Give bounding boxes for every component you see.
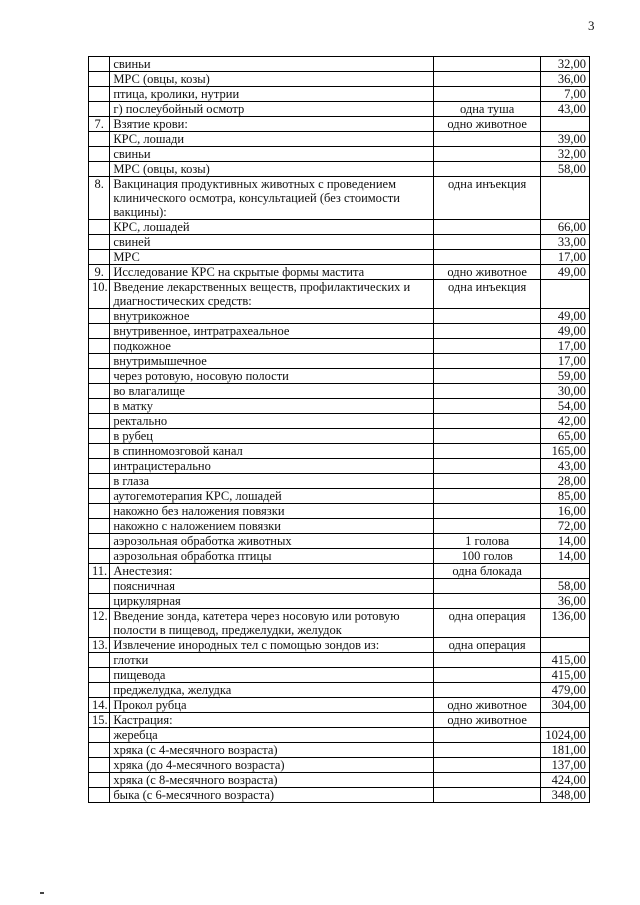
table-row: [89, 594, 590, 609]
row-number: 9.: [89, 265, 110, 280]
service-price: 32,00: [540, 147, 589, 162]
unit-of-measure: [434, 668, 541, 683]
service-name: Анестезия:: [110, 564, 434, 579]
service-name: в рубец: [110, 429, 434, 444]
scan-mark: [40, 892, 44, 894]
row-number: [89, 459, 110, 474]
service-price: 348,00: [540, 788, 589, 803]
row-number: [89, 309, 110, 324]
service-name: Введение зонда, катетера через носовую или ротовую полости в пищевод, преджелудки, желудок: [110, 609, 434, 638]
unit-of-measure: [434, 162, 541, 177]
service-price: 58,00: [540, 162, 589, 177]
table-row: [89, 414, 590, 429]
table-row: [89, 57, 590, 72]
table-row: [89, 87, 590, 102]
unit-of-measure: [434, 309, 541, 324]
service-name: быка (с 6-месячного возраста): [110, 788, 434, 803]
table-row: [89, 265, 590, 280]
table-row: [89, 117, 590, 132]
row-number: [89, 132, 110, 147]
table-row: [89, 309, 590, 324]
table-row: [89, 564, 590, 579]
unit-of-measure: [434, 504, 541, 519]
service-name: свиней: [110, 235, 434, 250]
table-row: [89, 489, 590, 504]
table-row: [89, 177, 590, 220]
row-number: [89, 102, 110, 117]
service-name: глотки: [110, 653, 434, 668]
unit-of-measure: [434, 653, 541, 668]
unit-of-measure: [434, 324, 541, 339]
row-number: [89, 653, 110, 668]
row-number: [89, 399, 110, 414]
service-name: накожно без наложения повязки: [110, 504, 434, 519]
service-name: внутрикожное: [110, 309, 434, 324]
row-number: 11.: [89, 564, 110, 579]
service-price: [540, 713, 589, 728]
service-name: подкожное: [110, 339, 434, 354]
service-name: г) послеубойный осмотр: [110, 102, 434, 117]
service-name: Прокол рубца: [110, 698, 434, 713]
service-price: 66,00: [540, 220, 589, 235]
row-number: [89, 369, 110, 384]
service-price: 16,00: [540, 504, 589, 519]
row-number: [89, 474, 110, 489]
service-name: в глаза: [110, 474, 434, 489]
service-price: 43,00: [540, 102, 589, 117]
service-name: МРС (овцы, козы): [110, 162, 434, 177]
table-row: [89, 235, 590, 250]
table-row: [89, 459, 590, 474]
service-name: накожно с наложением повязки: [110, 519, 434, 534]
service-name: аутогемотерапия КРС, лошадей: [110, 489, 434, 504]
row-number: [89, 57, 110, 72]
service-name: МРС (овцы, козы): [110, 72, 434, 87]
service-price: 30,00: [540, 384, 589, 399]
row-number: [89, 489, 110, 504]
row-number: [89, 235, 110, 250]
service-name: Вакцинация продуктивных животных с проведением клинического осмотра, консультацией (без стоимости вакцины):: [110, 177, 434, 220]
table-row: [89, 579, 590, 594]
table-row: [89, 339, 590, 354]
row-number: [89, 504, 110, 519]
row-number: 8.: [89, 177, 110, 220]
table-row: [89, 444, 590, 459]
service-price: 36,00: [540, 594, 589, 609]
table-row: [89, 773, 590, 788]
service-price: [540, 117, 589, 132]
service-name: Кастрация:: [110, 713, 434, 728]
service-price: 415,00: [540, 653, 589, 668]
row-number: 15.: [89, 713, 110, 728]
row-number: [89, 162, 110, 177]
service-price: 49,00: [540, 324, 589, 339]
service-price: 39,00: [540, 132, 589, 147]
service-price: 17,00: [540, 250, 589, 265]
table-row: [89, 399, 590, 414]
table-row: [89, 474, 590, 489]
table-row: [89, 609, 590, 638]
page-number: 3: [588, 18, 595, 33]
row-number: [89, 594, 110, 609]
service-price: 43,00: [540, 459, 589, 474]
unit-of-measure: [434, 384, 541, 399]
unit-of-measure: [434, 147, 541, 162]
table-row: [89, 683, 590, 698]
service-name: хряка (до 4-месячного возраста): [110, 758, 434, 773]
table-row: [89, 102, 590, 117]
service-name: во влагалище: [110, 384, 434, 399]
service-price: 165,00: [540, 444, 589, 459]
service-name: интрацистерально: [110, 459, 434, 474]
row-number: 10.: [89, 280, 110, 309]
row-number: [89, 668, 110, 683]
service-price: 304,00: [540, 698, 589, 713]
unit-of-measure: одна операция: [434, 638, 541, 653]
row-number: [89, 354, 110, 369]
table-row: [89, 519, 590, 534]
table-row: [89, 72, 590, 87]
service-price: 54,00: [540, 399, 589, 414]
unit-of-measure: [434, 594, 541, 609]
service-name: пищевода: [110, 668, 434, 683]
row-number: [89, 549, 110, 564]
service-price: 59,00: [540, 369, 589, 384]
table-row: [89, 713, 590, 728]
table-row: [89, 147, 590, 162]
service-price: 136,00: [540, 609, 589, 638]
table-row: [89, 758, 590, 773]
service-name: свиньи: [110, 147, 434, 162]
table-row: [89, 549, 590, 564]
unit-of-measure: 1 голова: [434, 534, 541, 549]
unit-of-measure: [434, 788, 541, 803]
service-price: 181,00: [540, 743, 589, 758]
row-number: [89, 220, 110, 235]
row-number: [89, 758, 110, 773]
service-price: [540, 177, 589, 220]
service-name: птица, кролики, нутрии: [110, 87, 434, 102]
table-row: [89, 728, 590, 743]
service-price: 137,00: [540, 758, 589, 773]
row-number: [89, 788, 110, 803]
table-row: [89, 132, 590, 147]
unit-of-measure: [434, 758, 541, 773]
row-number: 14.: [89, 698, 110, 713]
row-number: 12.: [89, 609, 110, 638]
service-name: преджелудка, желудка: [110, 683, 434, 698]
service-name: Извлечение инородных тел с помощью зондов из:: [110, 638, 434, 653]
row-number: [89, 324, 110, 339]
service-name: Исследование КРС на скрытые формы мастита: [110, 265, 434, 280]
row-number: 13.: [89, 638, 110, 653]
service-price: 7,00: [540, 87, 589, 102]
service-name: аэрозольная обработка животных: [110, 534, 434, 549]
service-name: Введение лекарственных веществ, профилактических и диагностических средств:: [110, 280, 434, 309]
table-row: [89, 668, 590, 683]
service-name: в матку: [110, 399, 434, 414]
table-row: [89, 534, 590, 549]
table-row: [89, 354, 590, 369]
unit-of-measure: одно животное: [434, 698, 541, 713]
service-price: 58,00: [540, 579, 589, 594]
unit-of-measure: [434, 728, 541, 743]
service-name: внутривенное, интратрахеальное: [110, 324, 434, 339]
service-price: 17,00: [540, 354, 589, 369]
table-row: [89, 280, 590, 309]
service-price: 32,00: [540, 57, 589, 72]
unit-of-measure: [434, 250, 541, 265]
price-list-table: [88, 56, 590, 803]
unit-of-measure: одно животное: [434, 713, 541, 728]
service-price: 33,00: [540, 235, 589, 250]
row-number: [89, 72, 110, 87]
table-row: [89, 698, 590, 713]
unit-of-measure: [434, 444, 541, 459]
service-name: через ротовую, носовую полости: [110, 369, 434, 384]
table-row: [89, 220, 590, 235]
row-number: [89, 728, 110, 743]
service-price: 415,00: [540, 668, 589, 683]
service-price: [540, 280, 589, 309]
row-number: 7.: [89, 117, 110, 132]
service-name: КРС, лошади: [110, 132, 434, 147]
table-row: [89, 743, 590, 758]
row-number: [89, 444, 110, 459]
unit-of-measure: [434, 489, 541, 504]
table-row: [89, 162, 590, 177]
service-price: [540, 564, 589, 579]
service-name: КРС, лошадей: [110, 220, 434, 235]
service-name: МРС: [110, 250, 434, 265]
table-row: [89, 788, 590, 803]
table-row: [89, 653, 590, 668]
unit-of-measure: [434, 773, 541, 788]
row-number: [89, 339, 110, 354]
unit-of-measure: [434, 414, 541, 429]
table-body: [89, 57, 590, 803]
row-number: [89, 384, 110, 399]
service-price: 14,00: [540, 549, 589, 564]
table-row: [89, 504, 590, 519]
unit-of-measure: [434, 132, 541, 147]
table-row: [89, 324, 590, 339]
row-number: [89, 87, 110, 102]
service-name: свиньи: [110, 57, 434, 72]
table-row: [89, 429, 590, 444]
service-name: поясничная: [110, 579, 434, 594]
unit-of-measure: [434, 474, 541, 489]
unit-of-measure: [434, 57, 541, 72]
unit-of-measure: [434, 235, 541, 250]
service-price: 28,00: [540, 474, 589, 489]
unit-of-measure: [434, 220, 541, 235]
unit-of-measure: одна туша: [434, 102, 541, 117]
table-row: [89, 250, 590, 265]
table-row: [89, 638, 590, 653]
row-number: [89, 250, 110, 265]
unit-of-measure: [434, 579, 541, 594]
unit-of-measure: [434, 72, 541, 87]
row-number: [89, 519, 110, 534]
service-price: 14,00: [540, 534, 589, 549]
service-price: 85,00: [540, 489, 589, 504]
service-price: 479,00: [540, 683, 589, 698]
unit-of-measure: [434, 339, 541, 354]
unit-of-measure: одна инъекция: [434, 177, 541, 220]
table-row: [89, 369, 590, 384]
unit-of-measure: 100 голов: [434, 549, 541, 564]
row-number: [89, 534, 110, 549]
service-price: 42,00: [540, 414, 589, 429]
row-number: [89, 683, 110, 698]
service-price: 72,00: [540, 519, 589, 534]
unit-of-measure: одно животное: [434, 265, 541, 280]
unit-of-measure: [434, 683, 541, 698]
unit-of-measure: одна инъекция: [434, 280, 541, 309]
unit-of-measure: [434, 87, 541, 102]
unit-of-measure: [434, 519, 541, 534]
service-price: 17,00: [540, 339, 589, 354]
service-price: 36,00: [540, 72, 589, 87]
unit-of-measure: [434, 459, 541, 474]
service-name: ректально: [110, 414, 434, 429]
service-name: жеребца: [110, 728, 434, 743]
unit-of-measure: [434, 399, 541, 414]
table-row: [89, 384, 590, 399]
service-name: хряка (с 8-месячного возраста): [110, 773, 434, 788]
service-price: 49,00: [540, 265, 589, 280]
row-number: [89, 743, 110, 758]
service-name: внутримышечное: [110, 354, 434, 369]
service-name: циркулярная: [110, 594, 434, 609]
row-number: [89, 579, 110, 594]
row-number: [89, 429, 110, 444]
service-name: хряка (с 4-месячного возраста): [110, 743, 434, 758]
service-name: аэрозольная обработка птицы: [110, 549, 434, 564]
unit-of-measure: [434, 429, 541, 444]
unit-of-measure: одна блокада: [434, 564, 541, 579]
service-name: Взятие крови:: [110, 117, 434, 132]
service-price: 65,00: [540, 429, 589, 444]
row-number: [89, 147, 110, 162]
row-number: [89, 414, 110, 429]
unit-of-measure: [434, 354, 541, 369]
unit-of-measure: одна операция: [434, 609, 541, 638]
service-price: 424,00: [540, 773, 589, 788]
service-price: [540, 638, 589, 653]
service-price: 49,00: [540, 309, 589, 324]
row-number: [89, 773, 110, 788]
unit-of-measure: [434, 369, 541, 384]
unit-of-measure: одно животное: [434, 117, 541, 132]
service-price: 1024,00: [540, 728, 589, 743]
service-name: в спинномозговой канал: [110, 444, 434, 459]
unit-of-measure: [434, 743, 541, 758]
